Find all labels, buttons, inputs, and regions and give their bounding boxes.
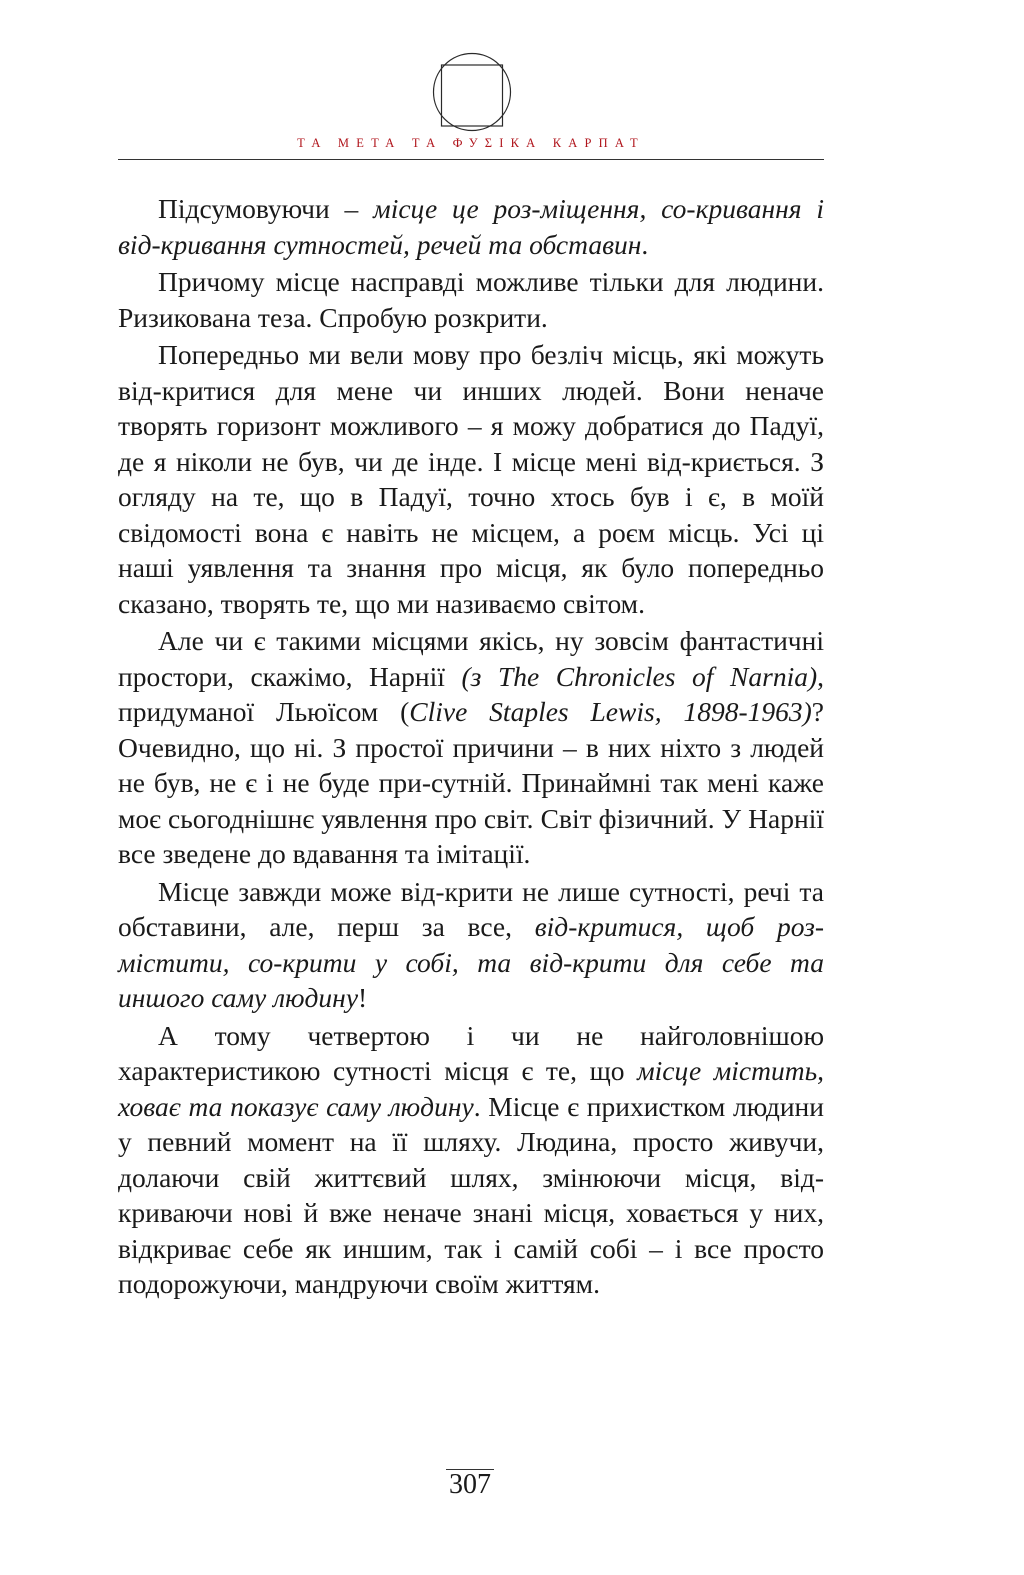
- paragraph-1: [118, 191, 824, 262]
- paragraph-5-part-b: від-критися, щоб роз-містити, со-крити у собі, та від-крити для себе та иншого саму людину: [118, 911, 824, 1013]
- paragraph-6-part-a: А тому четвертою і чи не найголовнішою характеристикою сутності місця є те, що: [118, 1019, 824, 1086]
- paragraph-4-part-a: Але чи є такими місцями якісь, ну зовсім фантастичні простори, скажімо, Нарнії: [118, 625, 824, 692]
- paragraph-4: [118, 623, 824, 872]
- circle-square-emblem-icon: [432, 52, 512, 132]
- running-title: ТА МЕТА ТА ФУΣІКА КАРПАТ: [297, 136, 645, 150]
- paragraph-4-part-d: Clive Staples Lewis, 1898-1963): [409, 696, 812, 727]
- paragraph-6-part-c: . Місце є прихистком людини у певний момент на її шляху. Людина, просто живучи, долаючи свій життєвий шлях, змінюючи місця, від-криваючи нові й вже неначе знані місця, ховається у них, відкриває себе як иншим, так і самій собі – і все просто подорожуючи, мандруючи своїм життям.: [118, 1090, 824, 1299]
- paragraph-4-part-b: (з The Chronicles of Narnia): [461, 660, 818, 692]
- paragraph-4-part-c: , придуманої Льюїсом (: [118, 660, 824, 727]
- body-text: [118, 191, 824, 1304]
- paragraph-6: [118, 1018, 824, 1302]
- paragraph-3: Попередньо ми вели мову про безліч місць, які можуть від-критися для мене чи инших людей. Вони неначе творять горизонт можливого – я можу добратися до Падуї, де я ніколи не був, чи де інде. І місце мені від-криється. З огляду на те, що в Падуї, точно хтось був і є, в моїй свідомості вона є навіть не місцем, а роєм місць. Усі ці наші уявлення та знання про місця, як було попередньо сказано, творять те, що ми називаємо світом.: [118, 339, 824, 619]
- paragraph-1-tail: .: [641, 228, 649, 260]
- paragraph-1-lead: Підсумовуючи –: [158, 193, 374, 224]
- paragraph-1-italic: місце це роз-міщення, со-кривання і від-кривання сутностей, речей та обставин: [118, 193, 824, 260]
- paragraph-2: Причому місце насправді можливе тільки для людини. Ризикована теза. Спробую розкрити.: [118, 266, 824, 333]
- paragraph-5: [118, 874, 824, 1016]
- paragraph-5-part-a: Місце завжди може від-крити не лише сутності, речі та обставини, але, перш за все,: [118, 875, 824, 942]
- page-number: 307: [449, 1469, 491, 1500]
- header-rule: [118, 159, 824, 160]
- paragraph-4-part-e: ? Очевидно, що ні. З простої причини – в них ніхто з людей не був, не є і не буде при-сутній. Принаймні так мені каже моє сьогоднішнє уявлення про світ. Світ фізичний. У Нарнії все зведене до вдавання та імітації.: [118, 696, 824, 869]
- paragraph-6-part-b: місце містить, ховає та показує саму людину: [118, 1055, 824, 1122]
- paragraph-5-part-c: !: [358, 982, 368, 1013]
